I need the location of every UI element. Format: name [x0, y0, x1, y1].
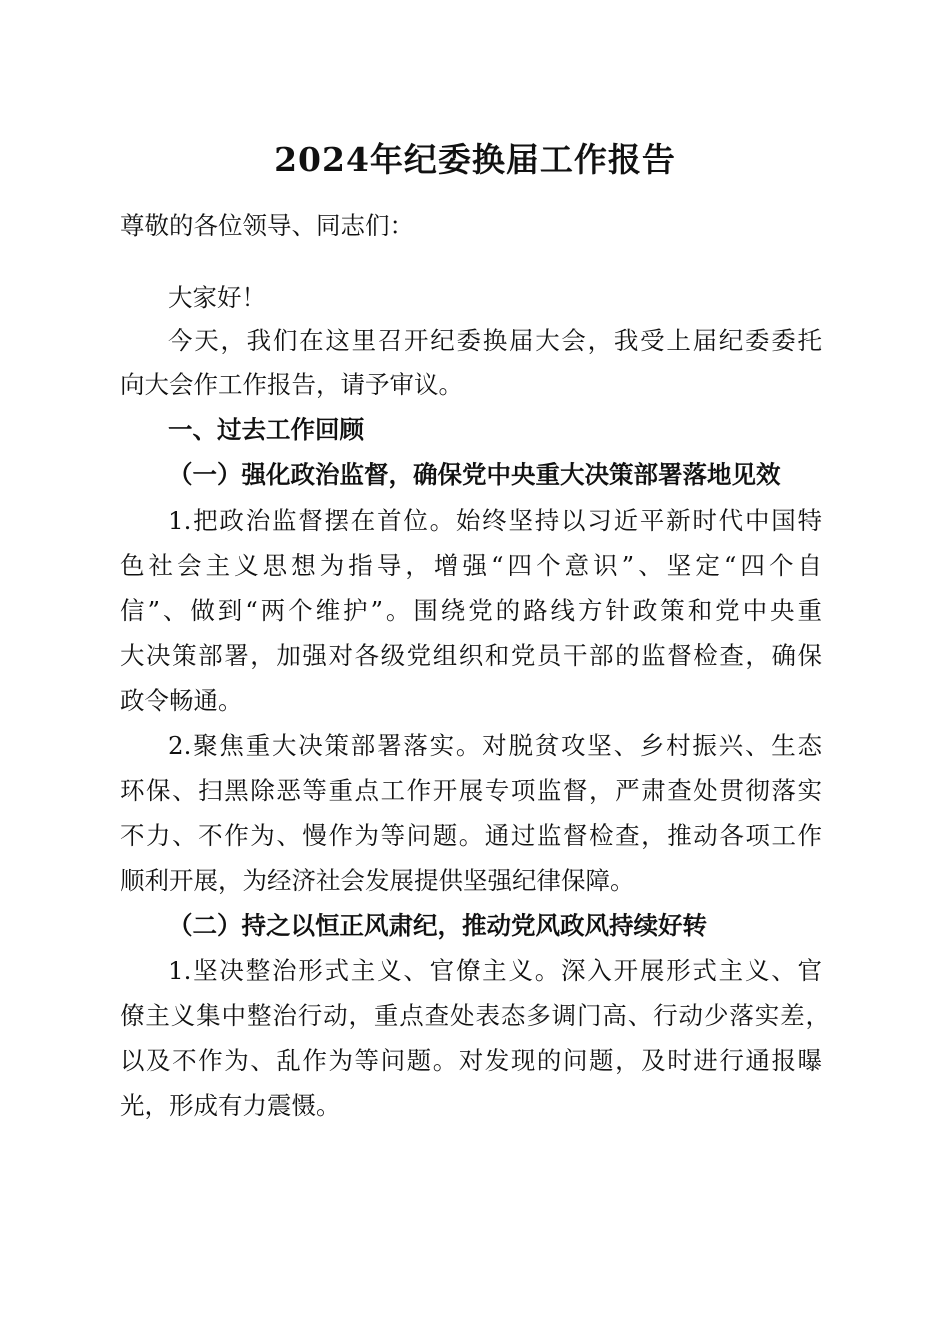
paragraph-line: 1.把政治监督摆在首位。始终坚持以习近平新时代中国特 [168, 506, 822, 535]
paragraph-line: 僚主义集中整治行动，重点查处表态多调门高、行动少落实差， [120, 1001, 830, 1030]
document-title: 2024年纪委换届工作报告 [274, 140, 676, 179]
salutation: 尊敬的各位领导、同志们： [120, 211, 414, 240]
paragraph-line: 顺利开展，为经济社会发展提供坚强纪律保障。 [120, 866, 635, 895]
intro-line: 今天，我们在这里召开纪委换届大会，我受上届纪委委托 [168, 326, 822, 355]
paragraph-line: 以及不作为、乱作为等问题。对发现的问题，及时进行通报曝 [120, 1046, 822, 1075]
subsection-heading: （二）持之以恒正风肃纪，推动党风政风持续好转 [168, 911, 707, 940]
paragraph-line: 1.坚决整治形式主义、官僚主义。深入开展形式主义、官 [168, 956, 822, 985]
paragraph-line: 不力、不作为、慢作为等问题。通过监督检查，推动各项工作 [120, 821, 822, 850]
paragraph-line: 信”、做到“两个维护”。围绕党的路线方针政策和党中央重 [120, 596, 822, 625]
subsection-heading: （一）强化政治监督，确保党中央重大决策部署落地见效 [168, 460, 781, 489]
intro-line: 向大会作工作报告，请予审议。 [120, 370, 463, 399]
paragraph-line: 光，形成有力震慑。 [120, 1091, 341, 1120]
greeting: 大家好！ [168, 283, 266, 312]
paragraph-line: 色社会主义思想为指导，增强“四个意识”、坚定“四个自 [120, 551, 822, 580]
paragraph-line: 政令畅通。 [120, 686, 243, 715]
paragraph-line: 2.聚焦重大决策部署落实。对脱贫攻坚、乡村振兴、生态 [168, 731, 822, 760]
paragraph-line: 大决策部署，加强对各级党组织和党员干部的监督检查，确保 [120, 641, 822, 670]
section-heading: 一、过去工作回顾 [168, 415, 364, 444]
paragraph-line: 环保、扫黑除恶等重点工作开展专项监督，严肃查处贯彻落实 [120, 776, 822, 805]
